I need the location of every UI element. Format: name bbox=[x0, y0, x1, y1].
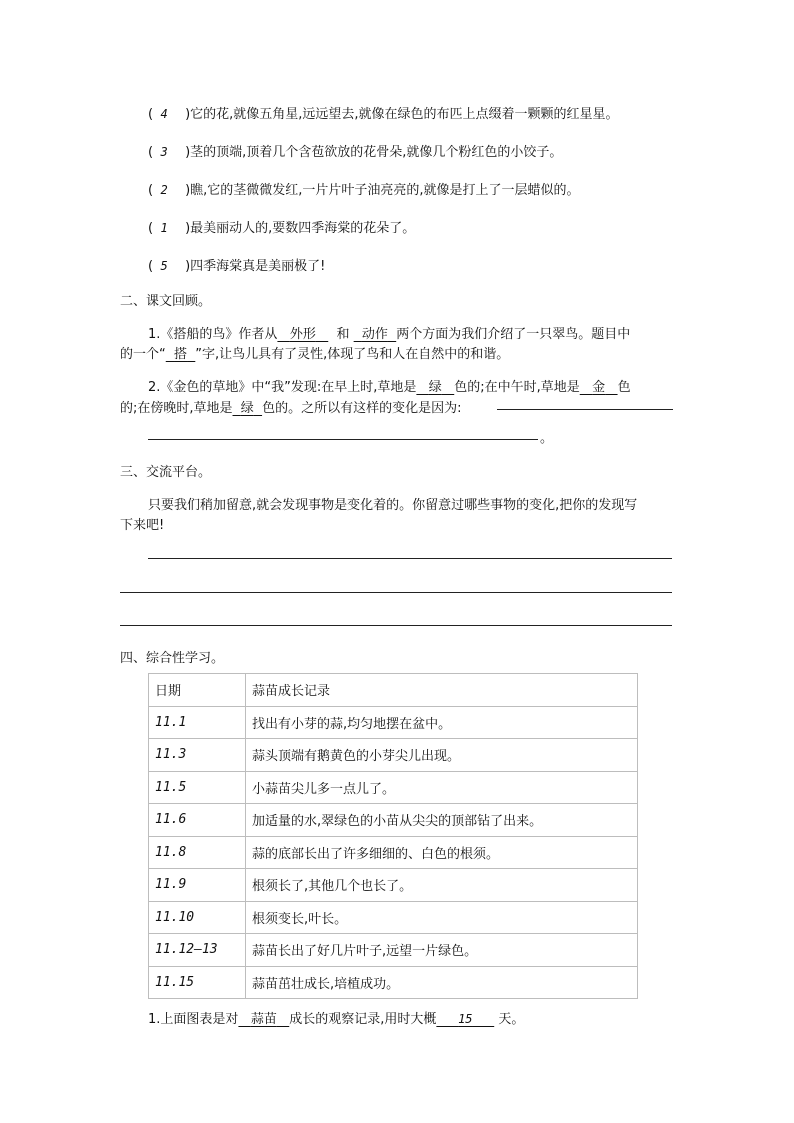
ordering-number: 5 bbox=[160, 259, 168, 273]
ordering-item-4: ( 1 )最美丽动人的,要数四季海棠的花朵了。 bbox=[148, 221, 416, 236]
table-cell-date: 11.6 bbox=[149, 804, 246, 837]
table-row bbox=[149, 836, 638, 869]
section-2-q1-line2 bbox=[120, 343, 509, 362]
section-3-prompt-line2: 下来吧! bbox=[120, 518, 165, 533]
section-4-title: 四、综合性学习。 bbox=[120, 651, 225, 666]
table-cell-record: 根须长了,其他几个也长了。 bbox=[246, 869, 638, 902]
ordering-number: 3 bbox=[160, 145, 168, 159]
table-cell-record: 蒜苗茁壮成长,培植成功。 bbox=[246, 966, 638, 999]
ordering-item-2: ( 3 )茎的顶端,顶着几个含苞欲放的花骨朵,就像几个粉红色的小饺子。 bbox=[148, 145, 563, 160]
section-3-title: 三、交流平台。 bbox=[120, 465, 212, 480]
table-row bbox=[149, 901, 638, 934]
table-cell-record: 根须变长,叶长。 bbox=[246, 901, 638, 934]
q2-text: 2.《金色的草地》中“我”发现:在早上时,草地是 bbox=[148, 380, 417, 395]
q1-text: ”字,让鸟儿具有了灵性,体现了鸟和人在自然中的和谐。 bbox=[195, 347, 510, 362]
q1-answer-days: 15 bbox=[458, 1012, 473, 1026]
garlic-growth-table bbox=[148, 673, 638, 999]
table-header-date: 日期 bbox=[149, 674, 246, 707]
q1-answer-appearance: 外形 bbox=[289, 327, 316, 342]
section-2-q2-line1 bbox=[148, 376, 631, 395]
q1-answer-subject: 蒜苗 bbox=[250, 1012, 277, 1027]
ordering-number: 2 bbox=[160, 183, 168, 197]
ordering-item-1: ( 4 )它的花,就像五角星,远远望去,就像在绿色的布匹上点缀着一颗颗的红星星。 bbox=[148, 107, 619, 122]
answer-blank-line[interactable] bbox=[497, 409, 673, 410]
writing-line[interactable] bbox=[120, 592, 672, 593]
ordering-number: 1 bbox=[160, 221, 168, 235]
q1-text: 1.上面图表是对 bbox=[148, 1012, 239, 1027]
table-cell-date: 11.3 bbox=[149, 739, 246, 772]
table-cell-date: 11.5 bbox=[149, 771, 246, 804]
section-2-q1-line1 bbox=[148, 323, 630, 342]
q2-answer-noon: 金 bbox=[592, 380, 606, 395]
q2-text: 的;在傍晚时,草地是 bbox=[120, 401, 233, 416]
table-row bbox=[149, 934, 638, 967]
section-3-prompt-line1: 只要我们稍加留意,就会发现事物是变化着的。你留意过哪些事物的变化,把你的发现写 bbox=[148, 498, 638, 513]
ordering-text: )它的花,就像五角星,远远望去,就像在绿色的布匹上点缀着一颗颗的红星星。 bbox=[185, 107, 619, 122]
table-row bbox=[149, 706, 638, 739]
section-4-q1 bbox=[148, 1008, 524, 1027]
q2-text: 色的。之所以有这样的变化是因为: bbox=[262, 401, 462, 416]
table-cell-date: 11.12—13 bbox=[149, 934, 246, 967]
table-cell-record: 蒜头顶端有鹅黄色的小芽尖儿出现。 bbox=[246, 739, 638, 772]
ordering-text: )最美丽动人的,要数四季海棠的花朵了。 bbox=[185, 221, 416, 236]
ordering-text: )茎的顶端,顶着几个含苞欲放的花骨朵,就像几个粉红色的小饺子。 bbox=[185, 145, 563, 160]
ordering-text: )瞧,它的茎微微发红,一片片叶子油亮亮的,就像是打上了一层蜡似的。 bbox=[185, 183, 580, 198]
table-cell-date: 11.10 bbox=[149, 901, 246, 934]
sentence-end: 。 bbox=[540, 431, 554, 446]
table-row bbox=[149, 869, 638, 902]
answer-blank-line[interactable] bbox=[148, 439, 538, 440]
table-cell-date: 11.1 bbox=[149, 706, 246, 739]
q2-answer-evening: 绿 bbox=[240, 401, 254, 416]
table-cell-record: 找出有小芽的蒜,均匀地摆在盆中。 bbox=[246, 706, 638, 739]
q1-text: 两个方面为我们介绍了一只翠鸟。题目中 bbox=[396, 327, 631, 342]
table-cell-record: 蒜的底部长出了许多细细的、白色的根须。 bbox=[246, 836, 638, 869]
table-row bbox=[149, 771, 638, 804]
table-row bbox=[149, 804, 638, 837]
q2-text: 色的;在中午时,草地是 bbox=[454, 380, 580, 395]
ordering-text: )四季海棠真是美丽极了! bbox=[185, 259, 326, 274]
table-row bbox=[149, 739, 638, 772]
q1-text: 1.《搭船的鸟》作者从 bbox=[148, 327, 278, 342]
ordering-number: 4 bbox=[160, 107, 168, 121]
section-2-title: 二、课文回顾。 bbox=[120, 294, 212, 309]
q1-text: 的一个“ bbox=[120, 347, 166, 362]
table-cell-date: 11.9 bbox=[149, 869, 246, 902]
section-2-q2-line2 bbox=[120, 397, 461, 416]
q1-text: 成长的观察记录,用时大概 bbox=[289, 1012, 437, 1027]
table-cell-record: 加适量的水,翠绿色的小苗从尖尖的顶部钻了出来。 bbox=[246, 804, 638, 837]
q2-answer-morning: 绿 bbox=[428, 380, 442, 395]
ordering-item-3: ( 2 )瞧,它的茎微微发红,一片片叶子油亮亮的,就像是打上了一层蜡似的。 bbox=[148, 183, 580, 198]
writing-line[interactable] bbox=[148, 558, 672, 559]
q2-text: 色 bbox=[617, 380, 631, 395]
table-row bbox=[149, 966, 638, 999]
table-cell-record: 蒜苗长出了好几片叶子,远望一片绿色。 bbox=[246, 934, 638, 967]
q1-answer-action: 动作 bbox=[361, 327, 388, 342]
table-cell-record: 小蒜苗尖儿多一点儿了。 bbox=[246, 771, 638, 804]
writing-line[interactable] bbox=[120, 625, 672, 626]
q1-text: 和 bbox=[336, 327, 350, 342]
ordering-item-5: ( 5 )四季海棠真是美丽极了! bbox=[148, 259, 326, 274]
table-cell-date: 11.8 bbox=[149, 836, 246, 869]
table-header-row bbox=[149, 674, 638, 707]
table-cell-date: 11.15 bbox=[149, 966, 246, 999]
q1-answer-word: 搭 bbox=[174, 347, 188, 362]
table-header-record: 蒜苗成长记录 bbox=[246, 674, 638, 707]
q1-text: 天。 bbox=[498, 1012, 525, 1027]
